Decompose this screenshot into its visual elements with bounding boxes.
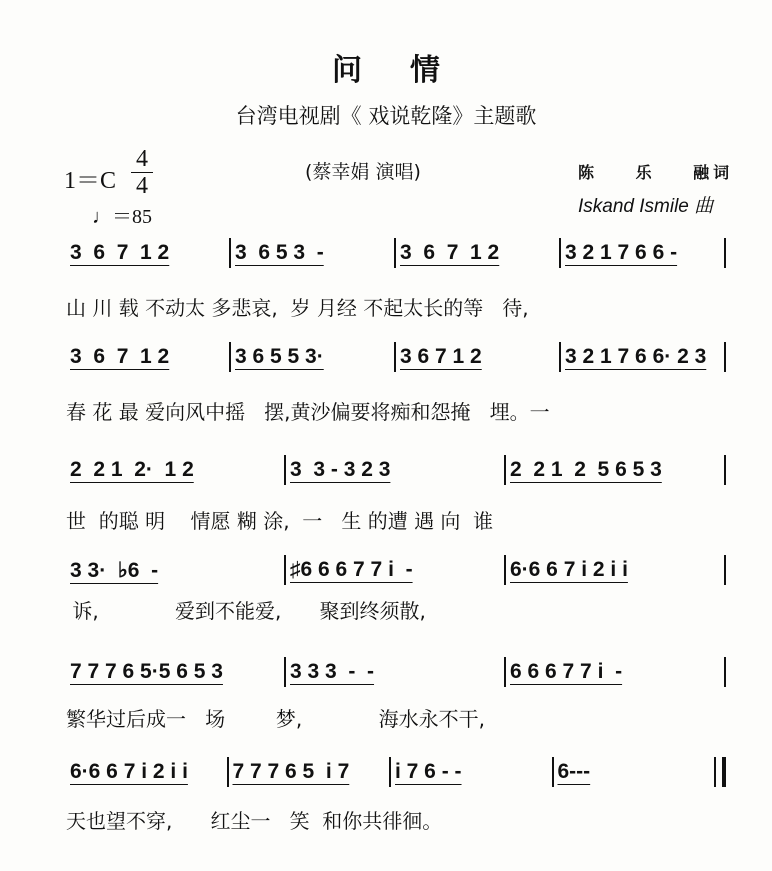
measure: 7 7 7 6 5 i 7 xyxy=(232,760,350,783)
measure: 2 2 1 2· 1 2 xyxy=(70,458,194,481)
barline xyxy=(724,238,726,268)
song-subtitle: 台湾电视剧《 戏说乾隆》主题歌 xyxy=(235,104,537,128)
measure: 3 2 1 7 6 6· 2 3 xyxy=(565,345,707,368)
time-numerator: 4 xyxy=(131,146,153,173)
measure: 6--- xyxy=(557,760,591,783)
notation-row xyxy=(66,757,726,787)
time-denominator: 4 xyxy=(136,173,148,199)
key-signature: 1＝C xyxy=(64,168,117,194)
measure: 7 7 7 6 5·5 6 5 3 xyxy=(70,660,223,683)
lyrics-line: 世 的聪 明 情愿 糊 涂, 一 生 的遭 遇 向 谁 xyxy=(66,509,494,533)
measure: 3 2 1 7 6 6 - xyxy=(565,241,678,264)
singer-credit: (蔡幸娟 演唱) xyxy=(305,161,421,183)
tempo-marking: ♩＝85 xyxy=(92,206,152,228)
measure: 3 3· ♭6 - xyxy=(70,558,159,582)
barline xyxy=(724,342,726,372)
song-title: 问情 xyxy=(332,53,488,88)
notation-row xyxy=(66,657,726,687)
barline xyxy=(714,757,726,787)
lyrics-line: 天也望不穿, 红尘一 笑 和你共徘徊。 xyxy=(66,809,443,833)
lyrics-line: 繁华过后成一 场 梦, 海水永不干, xyxy=(66,707,485,731)
measure: 6 6 6 7 7 i - xyxy=(510,660,623,683)
notation-row xyxy=(66,555,726,585)
lyrics-line: 春 花 最 爱向风中摇 摆,黄沙偏要将痴和怨掩 埋。一 xyxy=(66,400,550,424)
measure: 3 6 5 5 3· xyxy=(235,345,324,368)
measure: 3 6 7 1 2 xyxy=(70,241,170,264)
measure: 3 6 7 1 2 xyxy=(400,241,500,264)
measure: 6·6 6 7 i 2 i i xyxy=(510,558,628,581)
measure: 3 6 5 3 - xyxy=(235,241,324,264)
barline xyxy=(724,555,726,585)
lyricist-credit: 陈 乐 融词 xyxy=(578,163,734,182)
measure: 6·6 6 7 i 2 i i xyxy=(70,760,188,783)
notation-row xyxy=(66,342,726,372)
measure: i 7 6 - - xyxy=(395,760,462,783)
measure: ♯6 6 6 7 7 i - xyxy=(290,558,413,581)
measure: 2 2 1 2 5 6 5 3 xyxy=(510,458,662,481)
measure: 3 6 7 1 2 xyxy=(70,345,170,368)
lyrics-line: 诉, 爱到不能爱, 聚到终须散, xyxy=(66,599,426,623)
measure: 3 3 - 3 2 3 xyxy=(290,458,391,481)
composer-credit: Iskand Ismile 曲 xyxy=(578,196,714,217)
measure: 3 6 7 1 2 xyxy=(400,345,482,368)
measure: 3 3 3 - - xyxy=(290,660,375,683)
barline xyxy=(724,455,726,485)
time-signature xyxy=(131,146,153,199)
notation-row xyxy=(66,455,726,485)
barline xyxy=(724,657,726,687)
notation-row xyxy=(66,238,726,268)
lyrics-line: 山 川 载 不动太 多悲哀, 岁 月经 不起太长的等 待, xyxy=(66,296,529,320)
